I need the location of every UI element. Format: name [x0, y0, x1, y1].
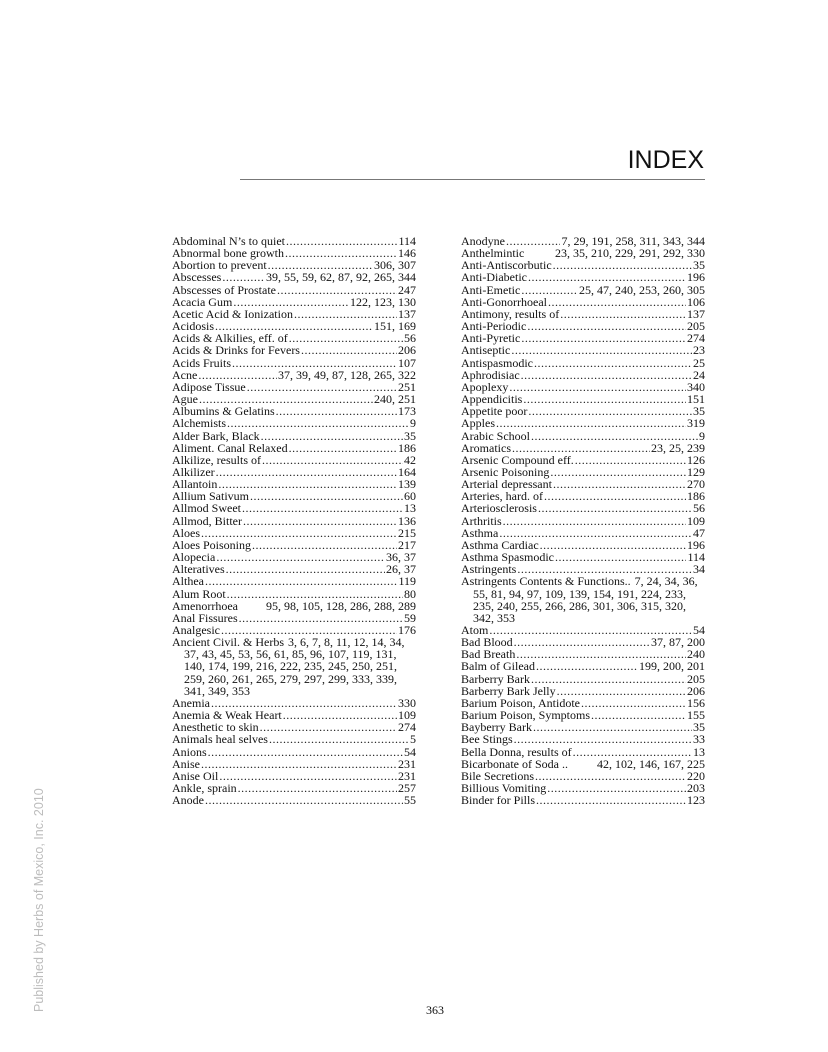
entry-pages: 114 — [687, 550, 705, 565]
index-entry — [172, 563, 416, 575]
dot-leader — [533, 721, 692, 733]
dot-leader — [531, 430, 698, 442]
entry-term: Aromatics — [461, 440, 511, 455]
dot-leader — [205, 575, 397, 587]
entry-term: Antispasmodic — [461, 355, 533, 370]
index-column-left — [172, 235, 416, 806]
entry-pages: 7, 24, 34, 36, 55, 81, 94, 97, 109, 139, 154, 191, 224, 233, 235, 240, 255, 266, 286, 301, 306, 315, 320, 342, 353 — [473, 574, 698, 625]
entry-pages: 25 — [693, 355, 705, 370]
entry-term: Alkilizer — [172, 464, 215, 479]
entry-pages: 56 — [693, 501, 705, 516]
entry-term: Bella Donna, results of — [461, 744, 572, 759]
entry-term: Alkilize, results of — [172, 452, 261, 467]
entry-pages: 33 — [693, 732, 705, 747]
entry-term: Althea — [172, 574, 204, 589]
entry-term: Amenorrhoea — [172, 598, 238, 613]
dot-leader — [553, 259, 692, 271]
dot-leader — [538, 502, 692, 514]
entry-pages: 13 — [693, 744, 705, 759]
dot-leader — [216, 466, 397, 478]
entry-term: Atom — [461, 623, 489, 637]
entry-pages: 146 — [398, 246, 416, 261]
dot-leader — [548, 296, 686, 308]
entry-term: Anemia — [172, 695, 210, 710]
entry-term: Arthritis — [461, 513, 502, 528]
entry-pages: 330 — [398, 695, 416, 710]
entry-pages: 151, 169 — [374, 319, 416, 334]
index-entry — [172, 782, 416, 794]
entry-pages: 126 — [687, 452, 705, 467]
index-entry — [172, 417, 416, 429]
entry-term: Anise Oil — [172, 768, 219, 783]
entry-term: Arsenic Compound eff. — [461, 452, 574, 467]
dot-leader — [260, 721, 397, 733]
index-entry — [172, 430, 416, 442]
entry-pages: 55 — [404, 793, 416, 808]
dot-leader — [283, 709, 397, 721]
index-entry — [172, 575, 416, 587]
entry-term: Acacia Gum — [172, 294, 233, 309]
entry-pages: 59 — [404, 610, 416, 625]
entry-term: Anodyne — [461, 234, 505, 248]
entry-term: Anti-Emetic — [461, 282, 521, 297]
index-entry — [172, 794, 416, 806]
dot-leader — [301, 344, 397, 356]
entry-term: Barium Poison, Symptoms — [461, 708, 591, 723]
dot-leader — [534, 357, 692, 369]
dot-leader — [261, 430, 403, 442]
entry-pages: 215 — [398, 525, 416, 540]
entry-term: Allmod, Bitter — [172, 513, 242, 528]
entry-term: Anode — [172, 793, 204, 808]
entry-pages: 340 — [687, 379, 705, 394]
dot-leader — [242, 502, 403, 514]
entry-term: Barberry Bark Jelly — [461, 683, 556, 698]
entry-pages: 136 — [398, 513, 416, 528]
index-entry — [461, 271, 705, 283]
dot-leader — [250, 490, 403, 502]
index-entry — [172, 271, 416, 283]
entry-term: Apples — [461, 416, 495, 431]
index-entry — [461, 733, 705, 745]
entry-term: Adipose Tissue — [172, 379, 246, 394]
entry-term: Acne — [172, 367, 198, 382]
entry-term: Bad Breath — [461, 647, 516, 662]
entry-term: Aloes Poisoning — [172, 537, 252, 552]
dot-leader — [232, 357, 397, 369]
entry-term: Billious Vomiting — [461, 781, 547, 796]
dot-leader — [573, 746, 692, 758]
entry-pages: 95, 98, 105, 128, 286, 288, 289 — [266, 598, 416, 613]
index-entry — [461, 502, 705, 514]
index-entry — [461, 344, 705, 356]
dot-leader — [521, 369, 692, 381]
entry-term: Alum Root — [172, 586, 226, 601]
entry-term: Arsenic Poisoning — [461, 464, 550, 479]
entry-term: Bad Blood — [461, 635, 513, 650]
entry-term: Arteries, hard. of — [461, 489, 543, 504]
index-entry — [461, 430, 705, 442]
dot-leader — [252, 539, 397, 551]
dot-leader — [536, 794, 686, 806]
entry-term: Anti-Antiscorbutic — [461, 258, 552, 273]
entry-term: Anthelmintic — [461, 246, 525, 261]
entry-pages: 206 — [398, 343, 416, 358]
entry-pages: 54 — [693, 623, 705, 637]
dot-leader — [269, 733, 409, 745]
entry-pages: 196 — [687, 537, 705, 552]
entry-pages: 9 — [699, 428, 705, 443]
index-entry — [461, 417, 705, 429]
entry-term: Antimony, results of — [461, 306, 560, 321]
dot-leader — [205, 794, 403, 806]
dot-leader — [540, 539, 686, 551]
entry-term: Aloes — [172, 525, 200, 540]
entry-term: Anti-Pyretic — [461, 331, 521, 346]
index-entry — [172, 442, 416, 454]
entry-pages: 123 — [687, 793, 705, 808]
entry-pages: 35 — [693, 258, 705, 273]
entry-pages: 205 — [687, 671, 705, 686]
dot-leader — [531, 673, 686, 685]
entry-term: Anemia & Weak Heart — [172, 708, 282, 723]
entry-pages: 240 — [687, 647, 705, 662]
entry-pages: 23 — [693, 343, 705, 358]
entry-term: Abnormal bone growth — [172, 246, 284, 261]
entry-term: Barberry Bark — [461, 671, 530, 686]
entry-pages: 7, 29, 191, 258, 311, 343, 344 — [561, 234, 705, 248]
dot-leader — [286, 235, 397, 247]
entry-term: Analgesic — [172, 623, 220, 637]
entry-pages: 106 — [687, 294, 705, 309]
entry-term: Acids & Drinks for Fevers — [172, 343, 300, 358]
index-entry — [461, 357, 705, 369]
entry-term: Abscesses of Prostate — [172, 282, 276, 297]
dot-leader — [591, 709, 686, 721]
entry-term: Astringents Contents & Functions.. — [461, 574, 631, 589]
entry-term: Acids Fruits — [172, 355, 232, 370]
entry-term: Allmod Sweet — [172, 501, 241, 516]
dot-leader — [575, 454, 686, 466]
entry-term: Aliment. Canal Relaxed — [172, 440, 288, 455]
entry-pages: 109 — [398, 708, 416, 723]
entry-pages: 35 — [693, 404, 705, 419]
index-entry — [172, 502, 416, 514]
entry-pages: 37, 87, 200 — [651, 635, 705, 650]
entry-pages: 35 — [404, 428, 416, 443]
entry-term: Anti-Diabetic — [461, 270, 527, 285]
index-title: INDEX — [627, 146, 704, 174]
title-rule — [240, 179, 705, 180]
entry-pages: 13 — [404, 501, 416, 516]
entry-pages: 42 — [404, 452, 416, 467]
index-entry — [172, 344, 416, 356]
entry-term: Allantoin — [172, 477, 218, 492]
entry-pages: 24 — [693, 367, 705, 382]
entry-pages: 270 — [687, 477, 705, 492]
entry-pages: 186 — [687, 489, 705, 504]
entry-term: Acidosis — [172, 319, 214, 334]
index-entry — [461, 284, 705, 296]
entry-pages: 80 — [404, 586, 416, 601]
entry-pages: 129 — [687, 464, 705, 479]
entry-term: Anions — [172, 744, 207, 759]
entry-term: Barium Poison, Antidote — [461, 695, 581, 710]
entry-pages: 109 — [687, 513, 705, 528]
dot-leader — [503, 515, 686, 527]
index-entry — [461, 442, 705, 454]
entry-pages: 3, 6, 7, 8, 11, 12, 14, 34, 37, 43, 45, 53, 56, 61, 85, 96, 107, 119, 131, 140, 174, 199, 216, 222, 235, 245, 250, 251, 259, 260, 261, 265, 279, 297, 299, 333, 339, 341, 349, 353 — [184, 635, 405, 698]
entry-pages: 274 — [687, 331, 705, 346]
index-entry — [172, 357, 416, 369]
dot-leader — [512, 442, 650, 454]
entry-term: Astringents — [461, 562, 517, 577]
entry-term: Anise — [172, 756, 200, 771]
index-column-right — [461, 235, 705, 806]
entry-pages: 56 — [404, 331, 416, 346]
dot-leader — [289, 442, 397, 454]
entry-pages: 47 — [693, 525, 705, 540]
entry-term: Allium Sativum — [172, 489, 250, 504]
entry-pages: 306, 307 — [374, 258, 416, 273]
index-entry — [461, 660, 705, 672]
entry-pages: 23, 35, 210, 229, 291, 292, 330 — [555, 246, 705, 261]
dot-leader — [201, 758, 397, 770]
dot-leader — [227, 588, 403, 600]
entry-pages: 54 — [404, 744, 416, 759]
entry-term: Abortion to prevent — [172, 258, 267, 273]
entry-term: Appendicitis — [461, 392, 523, 407]
entry-term: Arterial depressant — [461, 477, 552, 492]
entry-pages: 220 — [687, 768, 705, 783]
entry-pages: 164 — [398, 464, 416, 479]
dot-leader — [514, 636, 650, 648]
dot-leader — [243, 515, 397, 527]
index-entry — [172, 636, 416, 697]
dot-leader — [226, 563, 385, 575]
entry-term: Animals heal selves — [172, 732, 268, 747]
dot-leader — [509, 381, 686, 393]
entry-pages: 23, 25, 239 — [651, 440, 705, 455]
entry-pages: 155 — [687, 708, 705, 723]
entry-pages: 37, 39, 49, 87, 128, 265, 322 — [278, 367, 416, 382]
entry-term: Binder for Pills — [461, 793, 535, 808]
entry-pages: 199, 200, 201 — [639, 659, 705, 674]
dot-leader — [496, 417, 686, 429]
entry-term: Acetic Acid & Ionization — [172, 306, 293, 321]
entry-pages: 203 — [687, 781, 705, 796]
dot-leader — [544, 490, 686, 502]
entry-term: Abscesses — [172, 270, 222, 285]
entry-term: Ankle, sprain — [172, 781, 237, 796]
index-entry — [461, 746, 705, 758]
entry-term: Alder Bark, Black — [172, 428, 260, 443]
entry-term: Albumins & Gelatins — [172, 404, 275, 419]
entry-term: Acids & Alkilies, eff. of — [172, 331, 288, 346]
dot-leader — [222, 271, 265, 283]
entry-pages: 5 — [410, 732, 416, 747]
dot-leader — [555, 551, 686, 563]
entry-pages: 107 — [398, 355, 416, 370]
entry-term: Apoplexy — [461, 379, 509, 394]
dot-leader — [553, 478, 686, 490]
dot-leader — [527, 320, 686, 332]
dot-leader — [528, 271, 686, 283]
entry-pages: 119 — [398, 574, 416, 589]
entry-term: Asthma — [461, 525, 499, 540]
entry-pages: 196 — [687, 270, 705, 285]
dot-leader — [208, 746, 403, 758]
index-entry — [461, 794, 705, 806]
entry-pages: 319 — [687, 416, 705, 431]
dot-leader — [289, 332, 403, 344]
entry-pages: 206 — [687, 683, 705, 698]
entry-term: Anesthetic to skin — [172, 720, 259, 735]
index-entry — [461, 673, 705, 685]
entry-pages: 60 — [404, 489, 416, 504]
entry-pages: 39, 55, 59, 62, 87, 92, 265, 344 — [266, 270, 416, 285]
entry-term: Arteriosclerosis — [461, 501, 537, 516]
entry-pages: 205 — [687, 319, 705, 334]
entry-pages: 42, 102, 146, 167, 225 — [597, 756, 705, 771]
entry-pages: 137 — [398, 306, 416, 321]
entry-pages: 9 — [410, 416, 416, 431]
entry-pages: 173 — [398, 404, 416, 419]
dot-leader — [523, 393, 686, 405]
entry-term: Bayberry Bark — [461, 720, 532, 735]
dot-leader — [227, 417, 409, 429]
entry-term: Balm of Gilead — [461, 659, 535, 674]
dot-leader — [547, 782, 686, 794]
entry-pages: 156 — [687, 695, 705, 710]
index-entry — [172, 746, 416, 758]
entry-pages: 25, 47, 240, 253, 260, 305 — [579, 282, 705, 297]
entry-pages: 257 — [398, 781, 416, 796]
dot-leader — [514, 733, 692, 745]
entry-pages: 35 — [693, 720, 705, 735]
entry-pages: 240, 251 — [374, 392, 416, 407]
entry-pages: 217 — [398, 537, 416, 552]
entry-pages: 36, 37 — [386, 550, 416, 565]
index-entry — [461, 575, 705, 624]
entry-term: Antiseptic — [461, 343, 511, 358]
dot-leader — [262, 454, 403, 466]
index-entry — [461, 515, 705, 527]
entry-term: Anti-Gonorrhoeal — [461, 294, 547, 309]
entry-term: Ancient Civil. & Herbs — [172, 635, 284, 650]
dot-leader — [535, 770, 686, 782]
entry-pages: 176 — [398, 623, 416, 637]
index-entry — [172, 284, 416, 296]
entry-pages: 251 — [398, 379, 416, 394]
entry-pages: 274 — [398, 720, 416, 735]
entry-term: Bicarbonate of Soda .. — [461, 756, 568, 771]
publisher-watermark: Published by Herbs of Mexico, Inc. 2010 — [32, 788, 46, 1012]
dot-leader — [277, 284, 397, 296]
entry-term: Asthma Spasmodic — [461, 550, 554, 565]
dot-leader — [511, 344, 692, 356]
dot-leader — [238, 782, 397, 794]
dot-leader — [560, 308, 686, 320]
entry-term: Abdominal N’s to quiet — [172, 234, 285, 248]
entry-term: Aphrodisiac — [461, 367, 520, 382]
entry-term: Ague — [172, 392, 198, 407]
entry-term: Anti-Periodic — [461, 319, 527, 334]
entry-pages: 122, 123, 130 — [350, 294, 416, 309]
entry-term: Alopecia — [172, 550, 216, 565]
entry-pages: 151 — [687, 392, 705, 407]
index-entry — [461, 405, 705, 417]
entry-term: Bee Stings — [461, 732, 513, 747]
dot-leader — [219, 770, 397, 782]
entry-pages: 231 — [398, 756, 416, 771]
entry-pages: 137 — [687, 306, 705, 321]
dot-leader — [276, 405, 397, 417]
dot-leader — [581, 697, 686, 709]
entry-pages: 26, 37 — [386, 562, 416, 577]
dot-leader — [239, 612, 403, 624]
dot-leader — [521, 332, 686, 344]
dot-leader — [550, 466, 686, 478]
index-entry — [172, 588, 416, 600]
entry-pages: 247 — [398, 282, 416, 297]
dot-leader — [216, 551, 385, 563]
entry-pages: 186 — [398, 440, 416, 455]
dot-leader — [528, 405, 692, 417]
entry-pages: 34 — [693, 562, 705, 577]
entry-term: Bile Secretions — [461, 768, 534, 783]
entry-term: Appetite poor — [461, 404, 528, 419]
page-number: 363 — [426, 1003, 444, 1017]
index-entry — [172, 733, 416, 745]
entry-pages: 114 — [398, 234, 416, 248]
entry-term: Asthma Cardiac — [461, 537, 539, 552]
entry-term: Alchemists — [172, 416, 226, 431]
dot-leader — [521, 284, 578, 296]
entry-term: Alteratives — [172, 562, 225, 577]
index-entry — [172, 515, 416, 527]
entry-term: Anal Fissures — [172, 610, 238, 625]
dot-leader — [536, 660, 638, 672]
entry-pages: 231 — [398, 768, 416, 783]
entry-pages: 139 — [398, 477, 416, 492]
entry-term: Arabic School — [461, 428, 530, 443]
